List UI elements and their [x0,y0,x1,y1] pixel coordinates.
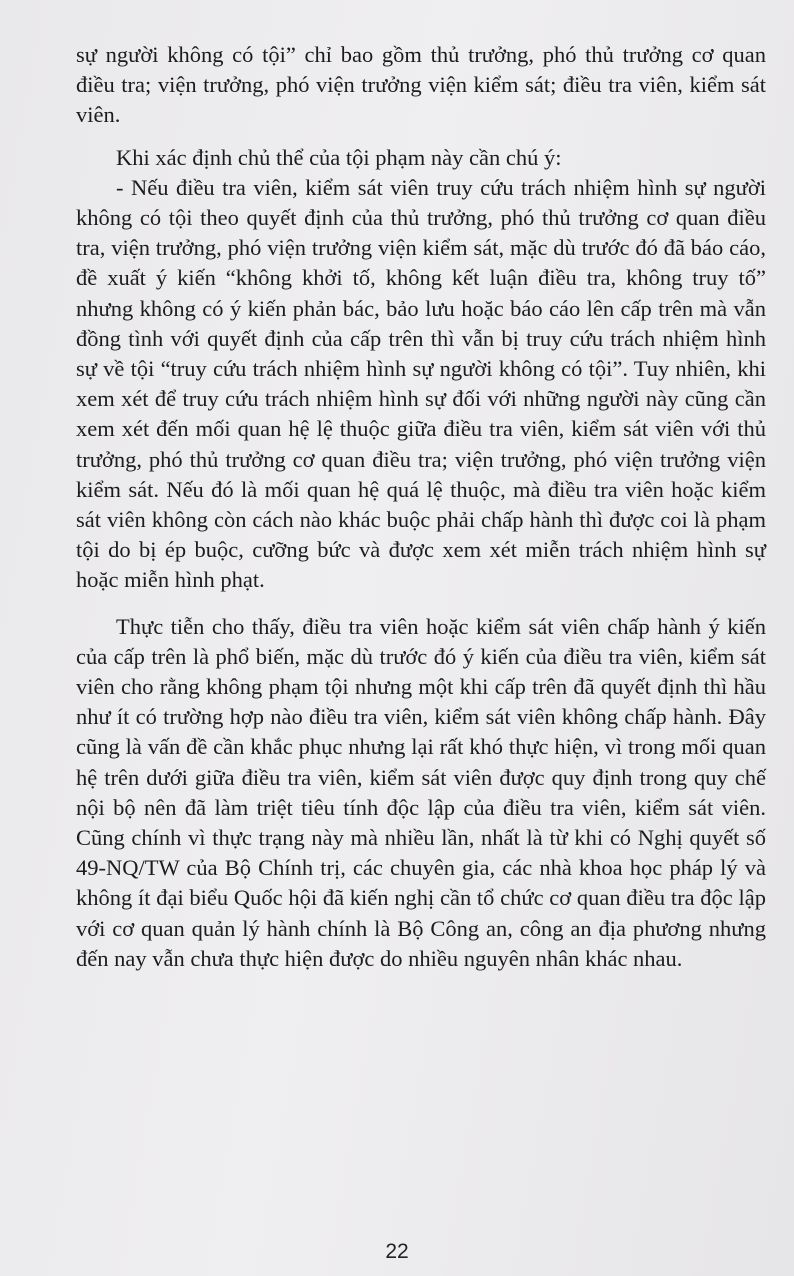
page-number: 22 [385,1240,409,1263]
paragraph-subject-note: Khi xác định chủ thể của tội phạm này cần chú ý: [116,144,562,170]
paragraph-bullet-investigator: - Nếu điều tra viên, kiểm sát viên truy cứu trách nhiệm hình sự người không có tội theo quyết định của thủ trưởng, phó thủ trưởng cơ quan điều tra, viện trưởng, phó viện trưởng viện kiểm sát, mặc dù trước đó đã báo cáo, đề xuất ý kiến “không khởi tố, không kết luận điều tra, không truy tố” nhưng không có ý kiến phản bác, bảo lưu hoặc báo cáo lên cấp trên mà vẫn đồng tình với quyết định của cấp trên thì vẫn bị truy cứu trách nhiệm hình sự về tội “truy cứu trách nhiệm hình sự người không có tội”. Tuy nhiên, khi xem xét để truy cứu trách nhiệm hình sự đối với những người này cũng cần xem xét đến mối quan hệ lệ thuộc giữa điều tra viên, kiểm sát viên với thủ trưởng, phó thủ trưởng cơ quan điều tra; viện trưởng, phó viện trưởng viện kiểm sát. Nếu đó là mối quan hệ quá lệ thuộc, mà điều tra viên hoặc kiểm sát viên không còn cách nào khác buộc phải chấp hành thì được coi là phạm tội do bị ép buộc, cưỡng bức và được xem xét miễn trách nhiệm hình sự hoặc miễn hình phạt. [76,174,766,593]
paragraph-continuation: sự người không có tội” chỉ bao gồm thủ trưởng, phó thủ trưởng cơ quan điều tra; viện trưởng, phó viện trưởng viện kiểm sát; điều tra viên, kiểm sát viên. [76,42,766,128]
body-text [76,40,766,974]
paragraph-practice: Thực tiễn cho thấy, điều tra viên hoặc kiểm sát viên chấp hành ý kiến của cấp trên là phổ biến, mặc dù trước đó ý kiến của điều tra viên, kiểm sát viên cho rằng không phạm tội nhưng một khi cấp trên đã quyết định thì hầu như ít có trường hợp nào điều tra viên, kiểm sát viên không chấp hành. Đây cũng là vấn đề cần khắc phục nhưng lại rất khó thực hiện, vì trong mối quan hệ trên dưới giữa điều tra viên, kiểm sát viên được quy định trong quy chế nội bộ nên đã làm triệt tiêu tính độc lập của điều tra viên, kiểm sát viên. Cũng chính vì thực trạng này mà nhiều lần, nhất là từ khi có Nghị quyết số 49-NQ/TW của Bộ Chính trị, các chuyên gia, các nhà khoa học pháp lý và không ít đại biểu Quốc hội đã kiến nghị cần tổ chức cơ quan điều tra độc lập với cơ quan quản lý hành chính là Bộ Công an, công an địa phương nhưng đến nay vẫn chưa thực hiện được do nhiều nguyên nhân khác nhau. [76,613,766,971]
